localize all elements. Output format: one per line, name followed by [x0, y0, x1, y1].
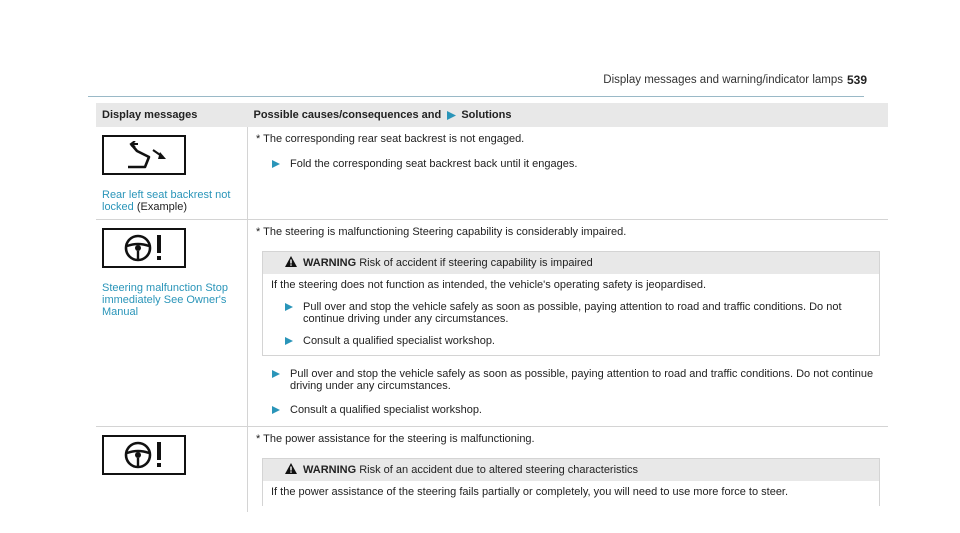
arrow-right-icon — [272, 406, 280, 414]
warning-header — [263, 459, 879, 481]
page-number: 539 — [846, 73, 867, 87]
arrow-right-icon — [447, 111, 455, 119]
warning-title: Risk of an accident due to altered steering characteristics — [359, 464, 639, 476]
warning-title: Risk of accident if steering capability is impaired — [359, 257, 593, 269]
steering-malfunction-icon — [102, 228, 186, 268]
solution-item: Consult a qualified specialist workshop. — [285, 335, 871, 347]
arrow-right-icon — [272, 160, 280, 168]
warning-box — [262, 458, 880, 506]
display-messages-table — [96, 103, 888, 512]
warning-body: If the steering does not function as intended, the vehicle's operating safety is jeopardised. — [271, 279, 707, 291]
warning-triangle-icon — [285, 463, 297, 477]
steering-malfunction-icon — [102, 435, 186, 475]
message-example: (Example) — [136, 201, 187, 213]
running-header: Display messages and warning/indicator lamps — [603, 74, 843, 86]
cause-text: * The corresponding rear seat backrest is not engaged. — [256, 133, 525, 145]
cause-text: * The power assistance for the steering is malfunctioning. — [256, 433, 535, 445]
table-row — [96, 127, 888, 220]
header-rule — [88, 96, 864, 97]
solution-item: Pull over and stop the vehicle safely as soon as possible, paying attention to road and traffic conditions. Do not continue driving under any circumstances. — [272, 368, 880, 392]
col-header-causes-label: Possible causes/consequences and — [253, 109, 442, 121]
arrow-right-icon — [285, 303, 293, 311]
solution-item: Fold the corresponding seat backrest back until it engages. — [272, 158, 880, 170]
table-row — [96, 427, 888, 513]
col-header-causes — [248, 103, 889, 127]
solution-item: Consult a qualified specialist workshop. — [272, 404, 880, 416]
message-text: Rear left seat backrest not locked (Example) — [102, 189, 231, 213]
warning-triangle-icon — [285, 256, 297, 270]
col-header-display-messages: Display messages — [96, 103, 248, 127]
warning-header — [263, 252, 879, 274]
solution-item: Pull over and stop the vehicle safely as soon as possible, paying attention to road and traffic conditions. Do not continue driving under any circumstances. — [285, 301, 871, 325]
seat-backrest-icon — [102, 135, 186, 175]
warning-body: If the power assistance of the steering fails partially or completely, you will need to use more force to steer. — [271, 486, 789, 498]
arrow-right-icon — [272, 370, 280, 378]
cause-text: * The steering is malfunctioning Steering capability is considerably impaired. — [256, 226, 627, 238]
arrow-right-icon — [285, 337, 293, 345]
warning-label: WARNING — [303, 257, 357, 269]
table-row — [96, 220, 888, 427]
col-header-solutions-label: Solutions — [461, 109, 512, 121]
warning-box — [262, 251, 880, 356]
message-text: Steering malfunction Stop immediately See Owner's Manual — [102, 282, 228, 318]
warning-label: WARNING — [303, 464, 357, 476]
